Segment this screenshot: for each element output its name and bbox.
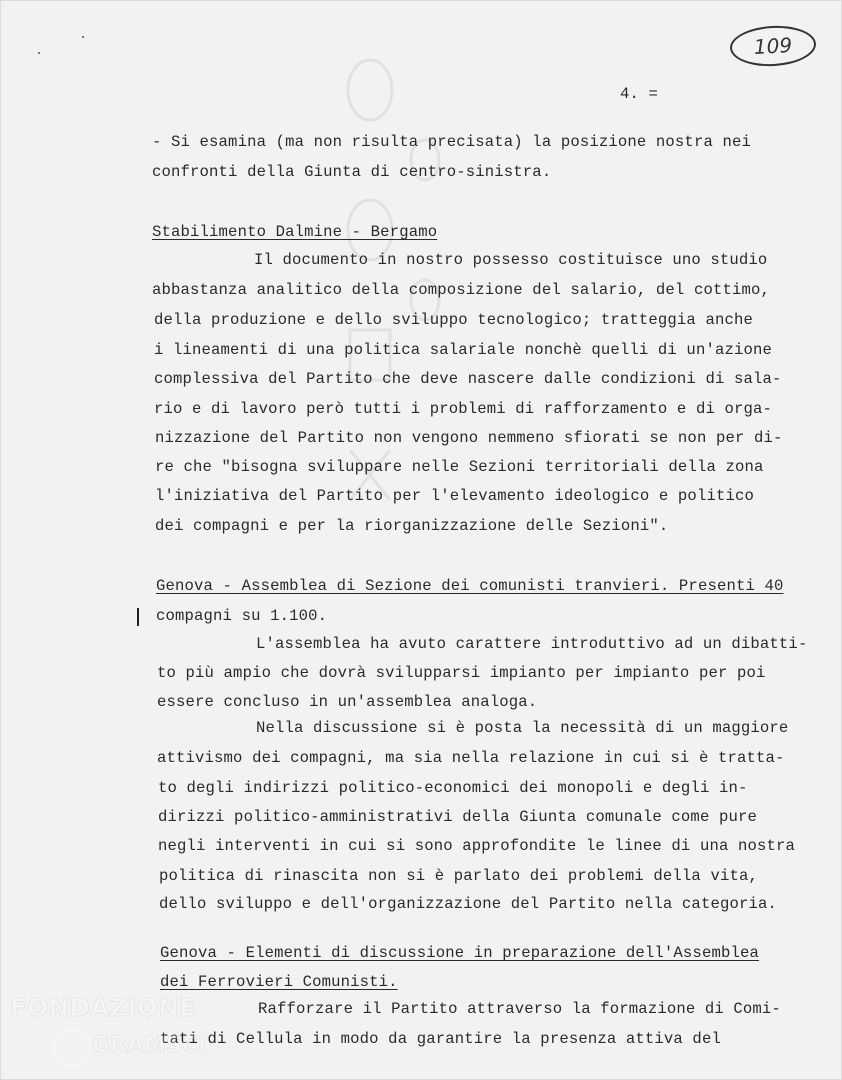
archive-number-stamp: 109 <box>729 24 817 68</box>
text-line: politica di rinascita non si è parlato dei problemi della vita, <box>159 867 758 885</box>
logo-line-1: FONDAZIONE <box>10 993 197 1022</box>
text-line: l'iniziativa del Partito per l'elevamento ideologico e politico <box>155 487 754 505</box>
section-heading: dei Ferrovieri Comunisti. <box>160 973 398 991</box>
text-line: attivismo dei compagni, ma sia nella relazione in cui si è tratta- <box>157 749 785 767</box>
text-line: L'assemblea ha avuto carattere introduttivo ad un dibatti- <box>256 635 808 653</box>
text-line: compagni su 1.100. <box>156 607 328 625</box>
text-line: dirizzi politico-amministrativi della Giunta comunale come pure <box>158 808 757 826</box>
paper-speck <box>38 52 40 54</box>
text-line: dei compagni e per la riorganizzazione delle Sezioni". <box>155 517 669 535</box>
text-line: Nella discussione si è posta la necessità di un maggiore <box>256 719 789 737</box>
text-line: dello sviluppo e dell'organizzazione del Partito nella categoria. <box>159 895 778 913</box>
section-heading: Stabilimento Dalmine - Bergamo <box>152 223 438 241</box>
text-line: essere concluso in un'assemblea analoga. <box>157 693 538 711</box>
text-line: Rafforzare il Partito attraverso la formazione di Comi- <box>258 1000 781 1018</box>
text-line: - Si esamina (ma non risulta precisata) la posizione nostra nei <box>152 133 751 151</box>
text-line: confronti della Giunta di centro-sinistra. <box>152 163 552 181</box>
text-line: re che "bisogna sviluppare nelle Sezioni territoriali della zona <box>155 458 764 476</box>
text-line: nizzazione del Partito non vengono nemmeno sfiorati se non per di- <box>155 429 783 447</box>
text-line: to più ampio che dovrà svilupparsi impianto per impianto per poi <box>157 664 766 682</box>
paper-speck <box>82 36 84 38</box>
text-line: della produzione e dello sviluppo tecnologico; tratteggia anche <box>154 311 753 329</box>
text-line: to degli indirizzi politico-economici dei monopoli e degli in- <box>158 779 748 797</box>
text-line: Il documento in nostro possesso costituisce uno studio <box>254 251 768 269</box>
logo-line-2: GRAMSCI <box>92 1033 207 1058</box>
text-line: complessiva del Partito che deve nascere dalle condizioni di sala- <box>154 370 782 388</box>
text-line: tati di Cellula in modo da garantire la presenza attiva del <box>160 1030 721 1048</box>
text-line: rio e di lavoro però tutti i problemi di rafforzamento e di orga- <box>154 400 773 418</box>
text-line: i lineamenti di una politica salariale nonchè quelli di un'azione <box>154 341 773 359</box>
text-line: abbastanza analitico della composizione del salario, del cottimo, <box>152 281 771 299</box>
margin-mark <box>137 608 139 626</box>
page-number: 4. = <box>620 85 659 103</box>
section-heading: Genova - Elementi di discussione in preparazione dell'Assemblea <box>160 944 759 962</box>
section-heading: Genova - Assemblea di Sezione dei comunisti tranvieri. Presenti 40 <box>156 577 784 595</box>
text-line: negli interventi in cui si sono approfondite le linee di una nostra <box>158 837 796 855</box>
